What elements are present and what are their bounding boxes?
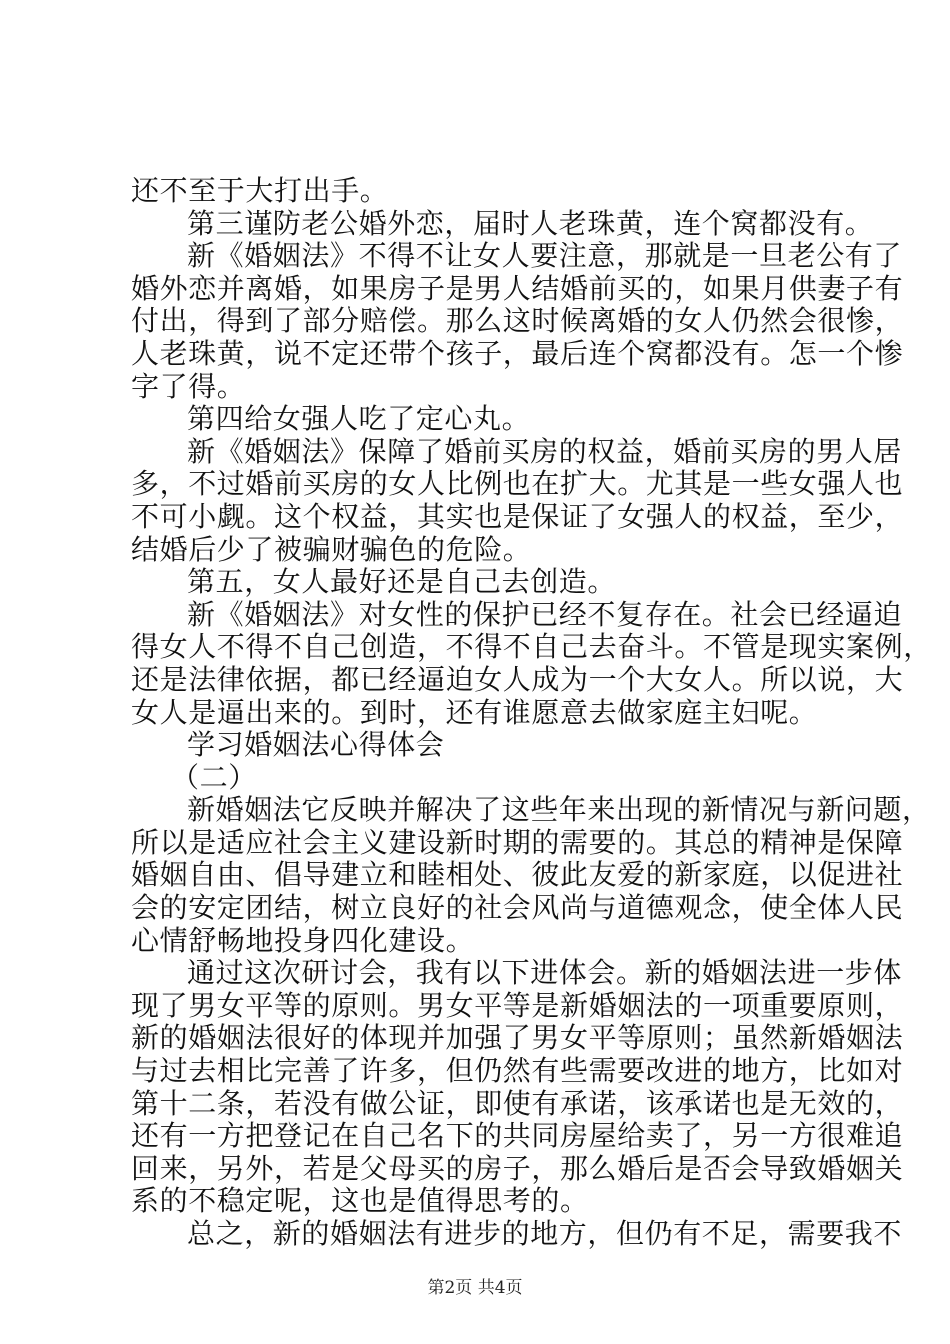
text-line: 字了得。 [131, 369, 246, 403]
text-line: 新《婚姻法》保障了婚前买房的权益，婚前买房的男人居 [187, 434, 903, 468]
text-line: 通过这次研讨会，我有以下进体会。新的婚姻法进一步体 [187, 956, 903, 990]
text-line: 第四给女强人吃了定心丸。 [187, 402, 531, 436]
text-line: 多，不过婚前买房的女人比例也在扩大。尤其是一些女强人也 [131, 467, 904, 501]
text-line: 新的婚姻法很好的体现并加强了男女平等原则；虽然新婚姻法 [131, 1021, 904, 1055]
text-line: 与过去相比完善了许多，但仍然有些需要改进的地方，比如对 [131, 1054, 904, 1088]
text-line: 婚外恋并离婚，如果房子是男人结婚前买的，如果月供妻子有 [131, 271, 904, 305]
text-line: 新《婚姻法》不得不让女人要注意，那就是一旦老公有了 [187, 239, 903, 273]
text-line: 学习婚姻法心得体会 [187, 728, 445, 762]
text-line: 第三谨防老公婚外恋，届时人老珠黄，连个窝都没有。 [187, 206, 874, 240]
text-line: 心情舒畅地投身四化建设。 [131, 923, 475, 957]
document-body [131, 174, 932, 1251]
text-line: 第五，女人最好还是自己去创造。 [187, 565, 617, 599]
text-line: 新婚姻法它反映并解决了这些年来出现的新情况与新问题， [187, 793, 931, 827]
page-number-footer: 第2页 共4页 [427, 1278, 523, 1298]
text-line: 不可小觑。这个权益，其实也是保证了女强人的权益，至少， [131, 499, 904, 533]
text-line: 人老珠黄，说不定还带个孩子，最后连个窝都没有。怎一个惨 [131, 336, 904, 370]
text-line: 会的安定团结，树立良好的社会风尚与道德观念，使全体人民 [131, 891, 904, 925]
text-line: 现了男女平等的原则。男女平等是新婚姻法的一项重要原则， [131, 988, 904, 1022]
text-line: 婚姻自由、倡导建立和睦相处、彼此友爱的新家庭，以促进社 [131, 858, 904, 892]
text-line: 新《婚姻法》对女性的保护已经不复存在。社会已经逼迫 [187, 597, 903, 631]
text-line: 女人是逼出来的。到时，还有谁愿意去做家庭主妇呢。 [131, 695, 818, 729]
text-line: 还是法律依据，都已经逼迫女人成为一个大女人。所以说，大 [131, 662, 904, 696]
text-line: 第十二条，若没有做公证，即使有承诺，该承诺也是无效的， [131, 1086, 904, 1120]
text-line: 所以是适应社会主义建设新时期的需要的。其总的精神是保障 [131, 825, 904, 859]
text-line: 结婚后少了被骗财骗色的危险。 [131, 532, 532, 566]
text-line: 还有一方把登记在自己名下的共同房屋给卖了，另一方很难追 [131, 1119, 904, 1153]
text-line: （二） [171, 760, 257, 794]
text-line: 总之，新的婚姻法有进步的地方，但仍有不足，需要我不 [187, 1217, 903, 1250]
text-line: 还不至于大打出手。 [131, 174, 389, 207]
text-line: 付出，得到了部分赔偿。那么这时候离婚的女人仍然会很惨， [131, 304, 904, 338]
text-line: 系的不稳定呢，这也是值得思考的。 [131, 1184, 589, 1218]
text-line: 得女人不得不自己创造，不得不自己去奋斗。不管是现实案例， [131, 630, 932, 664]
text-line: 回来，另外，若是父母买的房子，那么婚后是否会导致婚姻关 [131, 1151, 904, 1185]
